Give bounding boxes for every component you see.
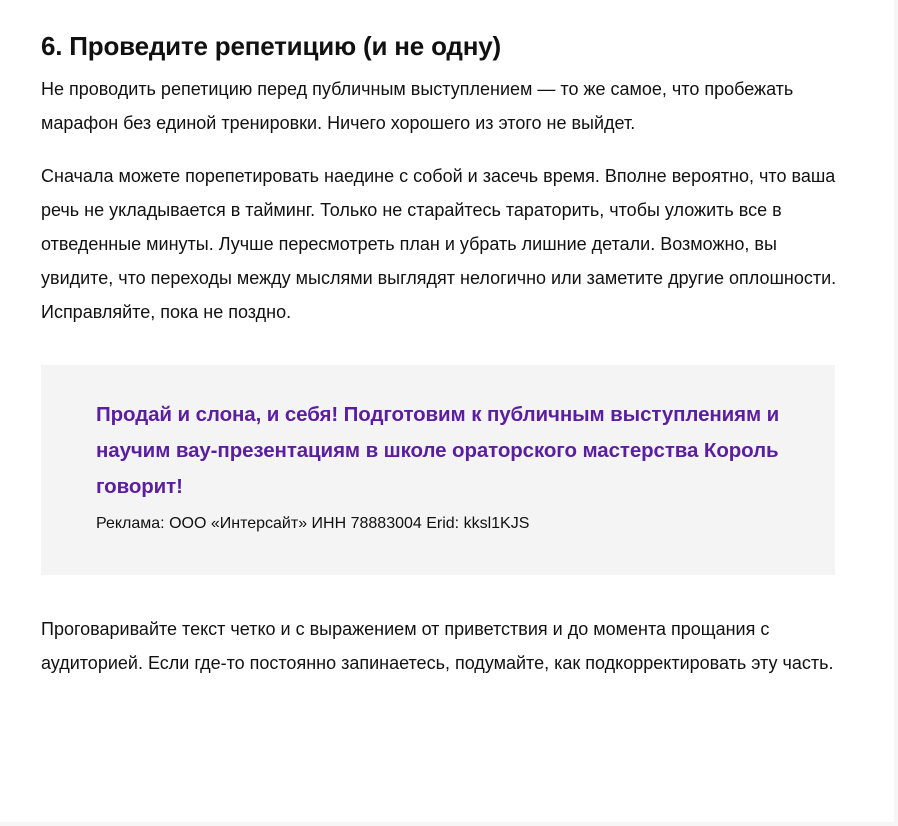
paragraph-closing: Проговаривайте текст четко и с выражением от приветствия и до момента прощания с аудиторией. Если где-то постоянно запинаетесь, подумайте, как подкорректировать эту часть. — [41, 619, 834, 673]
ad-disclaimer: Реклама: ООО «Интерсайт» ИНН 78883004 Erid: kksl1KJS — [96, 515, 530, 532]
paragraph-rehearsal-timing: Сначала можете порепетировать наедине с собой и засечь время. Вполне вероятно, что ваша речь не укладывается в тайминг. Только не старайтесь тараторить, чтобы уложить все в отведенные минуты. Лучше пересмотреть план и убрать лишние детали. Возможно, вы увидите, что переходы между мыслями выглядят нелогично или заметите другие оплошности. Исправляйте, пока не поздно. — [41, 166, 837, 322]
ad-headline-link[interactable]: Продай и слона, и себя! Подготовим к публичным выступлениям и научим вау-презентациям в школе ораторского мастерства Король говорит! — [96, 403, 780, 498]
paragraph-rehearsal-intro: Не проводить репетицию перед публичным выступлением — то же самое, что пробежать марафон без единой тренировки. Ничего хорошего из этого не выйдет. — [41, 79, 794, 133]
ad-banner[interactable] — [41, 365, 835, 575]
ad-headline[interactable] — [96, 397, 780, 505]
article-content — [41, 30, 841, 699]
section-title: 6. Проведите репетицию (и не одну) — [41, 31, 501, 61]
